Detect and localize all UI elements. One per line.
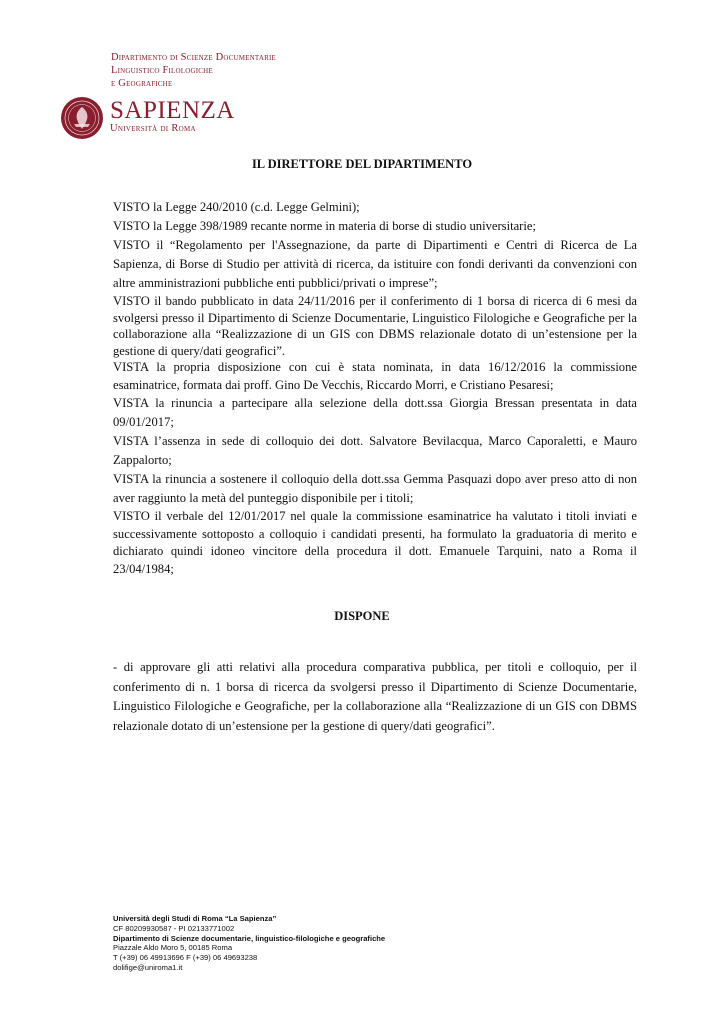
department-line-1: Dipartimento di Scienze Documentarie <box>111 52 276 63</box>
department-name <box>111 51 276 90</box>
brand-subtitle: Università di Roma <box>110 123 196 134</box>
department-line-2: Linguistico Filologiche <box>111 65 213 76</box>
brand <box>110 99 235 135</box>
paragraph: VISTO il verbale del 12/01/2017 nel quale la commissione esaminatrice ha valutato i titoli inviati e successivamente sottoposto a colloquio i candidati presenti, ha formulato la graduatoria di merito e dichiarato quindi idoneo vincitore della procedura il dott. Emanuele Tarquini, nato a Roma il 23/04/1984; <box>113 509 637 576</box>
dispone-text: - di approvare gli atti relativi alla procedura comparativa pubblica, per titoli e colloquio, per il conferimento di n. 1 borsa di ricerca da svolgersi presso il Dipartimento di Scienze Documentarie, Linguistico Filologiche e Geografiche, per la collaborazione alla “Realizzazione di un GIS con DBMS relazionale dotato di un’estensione per la gestione di query/dati geografici”. <box>113 660 637 733</box>
paragraph: VISTO il bando pubblicato in data 24/11/2016 per il conferimento di 1 borsa di ricerca di 6 mesi da svolgersi presso il Dipartimento di Scienze Documentarie, Linguistico Filologiche e Geografiche per la collaborazione alla “Realizzazione di un GIS con DBMS relazionale dotato di un’estensione per la gestione di query/dati geografici”. <box>113 294 637 358</box>
department-line-3: e Geografiche <box>111 78 173 89</box>
dispone-title: DISPONE <box>334 609 390 623</box>
document-body <box>113 198 637 578</box>
footer-address: Piazzale Aldo Moro 5, 00185 Roma <box>113 943 233 953</box>
paragraph: VISTO la Legge 240/2010 (c.d. Legge Gelmini); <box>113 200 360 214</box>
sapienza-seal-icon <box>60 96 104 140</box>
paragraph: VISTA la rinuncia a partecipare alla selezione della dott.ssa Giorgia Bressan presentata in data 09/01/2017; <box>113 396 637 429</box>
footer-department: Dipartimento di Scienze documentarie, linguistico-filologiche e geografiche <box>113 933 386 943</box>
paragraph: VISTA l’assenza in sede di colloquio dei dott. Salvatore Bevilacqua, Marco Caporaletti, e Mauro Zappalorto; <box>113 434 637 467</box>
paragraph: VISTA la propria disposizione con cui è stata nominata, in data 16/12/2016 la commissione esaminatrice, formata dai proff. Gino De Vecchis, Riccardo Morri, e Cristiano Pesaresi; <box>113 360 637 392</box>
paragraph: VISTA la rinuncia a sostenere il colloquio della dott.ssa Gemma Pasquazi dopo aver preso atto di non aver raggiunto la metà del punteggio disponibile per i titoli; <box>113 472 637 505</box>
footer-fiscal: CF 80209930587 - PI 02133771002 <box>113 923 235 933</box>
footer-email: dolifige@uniroma1.it <box>113 962 183 972</box>
footer-university: Università degli Studi di Roma “La Sapienza” <box>113 914 277 923</box>
footer <box>113 914 385 973</box>
paragraph: VISTO il “Regolamento per l'Assegnazione, da parte di Dipartimenti e Centri di Ricerca de La Sapienza, di Borse di Studio per attività di ricerca, da istituire con fondi derivanti da convenzioni con altre amministrazioni pubbliche enti pubblici/privati o imprese”; <box>113 238 637 290</box>
document-title: IL DIRETTORE DEL DIPARTIMENTO <box>251 157 473 171</box>
brand-name: SAPIENZA <box>110 97 235 124</box>
footer-phone: T (+39) 06 49913696 F (+39) 06 49693238 <box>113 953 258 963</box>
paragraph: VISTO la Legge 398/1989 recante norme in materia di borse di studio universitarie; <box>113 219 536 233</box>
